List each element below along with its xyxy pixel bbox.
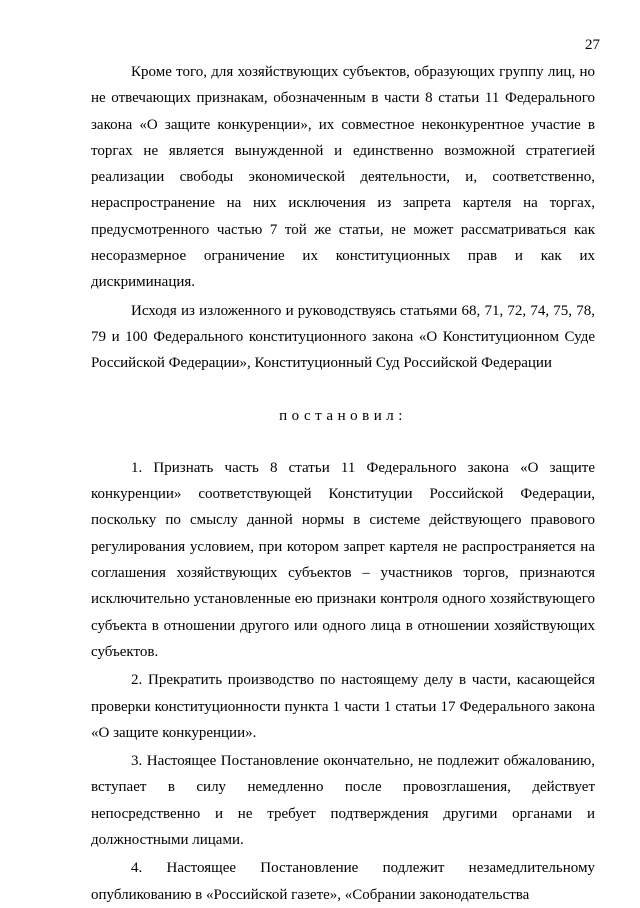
document-body: [91, 59, 595, 908]
resolution-heading: постановил:: [279, 407, 407, 424]
resolution-item-4: 4. Настоящее Постановление подлежит незамедлительному опубликованию в «Российской газете», «Собрании законодательства: [91, 860, 595, 903]
resolution-item-1: 1. Признать часть 8 статьи 11 Федерального закона «О защите конкуренции» соответствующей Конституции Российской Федерации, поскольку по смыслу данной нормы в системе действующего правового регулирования условием, при котором запрет картеля не распространяется на соглашения хозяйствующих субъектов – участников торгов, признаются исключительно установленные ею признаки контроля одного хозяйствующего субъекта в отношении другого или одного лица в отношении хозяйствующих субъектов.: [91, 459, 595, 660]
resolution-item-3: 3. Настоящее Постановление окончательно, не подлежит обжалованию, вступает в силу немедленно после провозглашения, действует непосредственно и не требует подтверждения другими органами и должностными лицами.: [91, 753, 595, 849]
paragraph-legal-basis: Исходя из изложенного и руководствуясь статьями 68, 71, 72, 74, 75, 78, 79 и 100 Федерального конституционного закона «О Конституционном Суде Российской Федерации», Конституционный Суд Российской Федерации: [91, 302, 595, 372]
resolution-item-2: 2. Прекратить производство по настоящему делу в части, касающейся проверки конституционности пункта 1 части 1 статьи 17 Федерального закона «О защите конкуренции».: [91, 672, 595, 741]
heading-spacer-bottom: [91, 429, 595, 455]
page-number: 27: [585, 37, 600, 53]
paragraph-group-of-persons: Кроме того, для хозяйствующих субъектов, образующих группу лиц, но не отвечающих признакам, обозначенным в части 8 статьи 11 Федерального закона «О защите конкуренции», их совместное неконкурентное участие в торгах не является вынужденной и единственно возможной стратегией реализации свободы экономической деятельности, и, соответственно, нераспространение на них исключения из запрета картеля на торгах, предусмотренного частью 7 той же статьи, не может рассматриваться как несоразмерное ограничение их конституционных прав и как их дискриминация.: [91, 64, 595, 291]
heading-spacer-top: [91, 377, 595, 403]
